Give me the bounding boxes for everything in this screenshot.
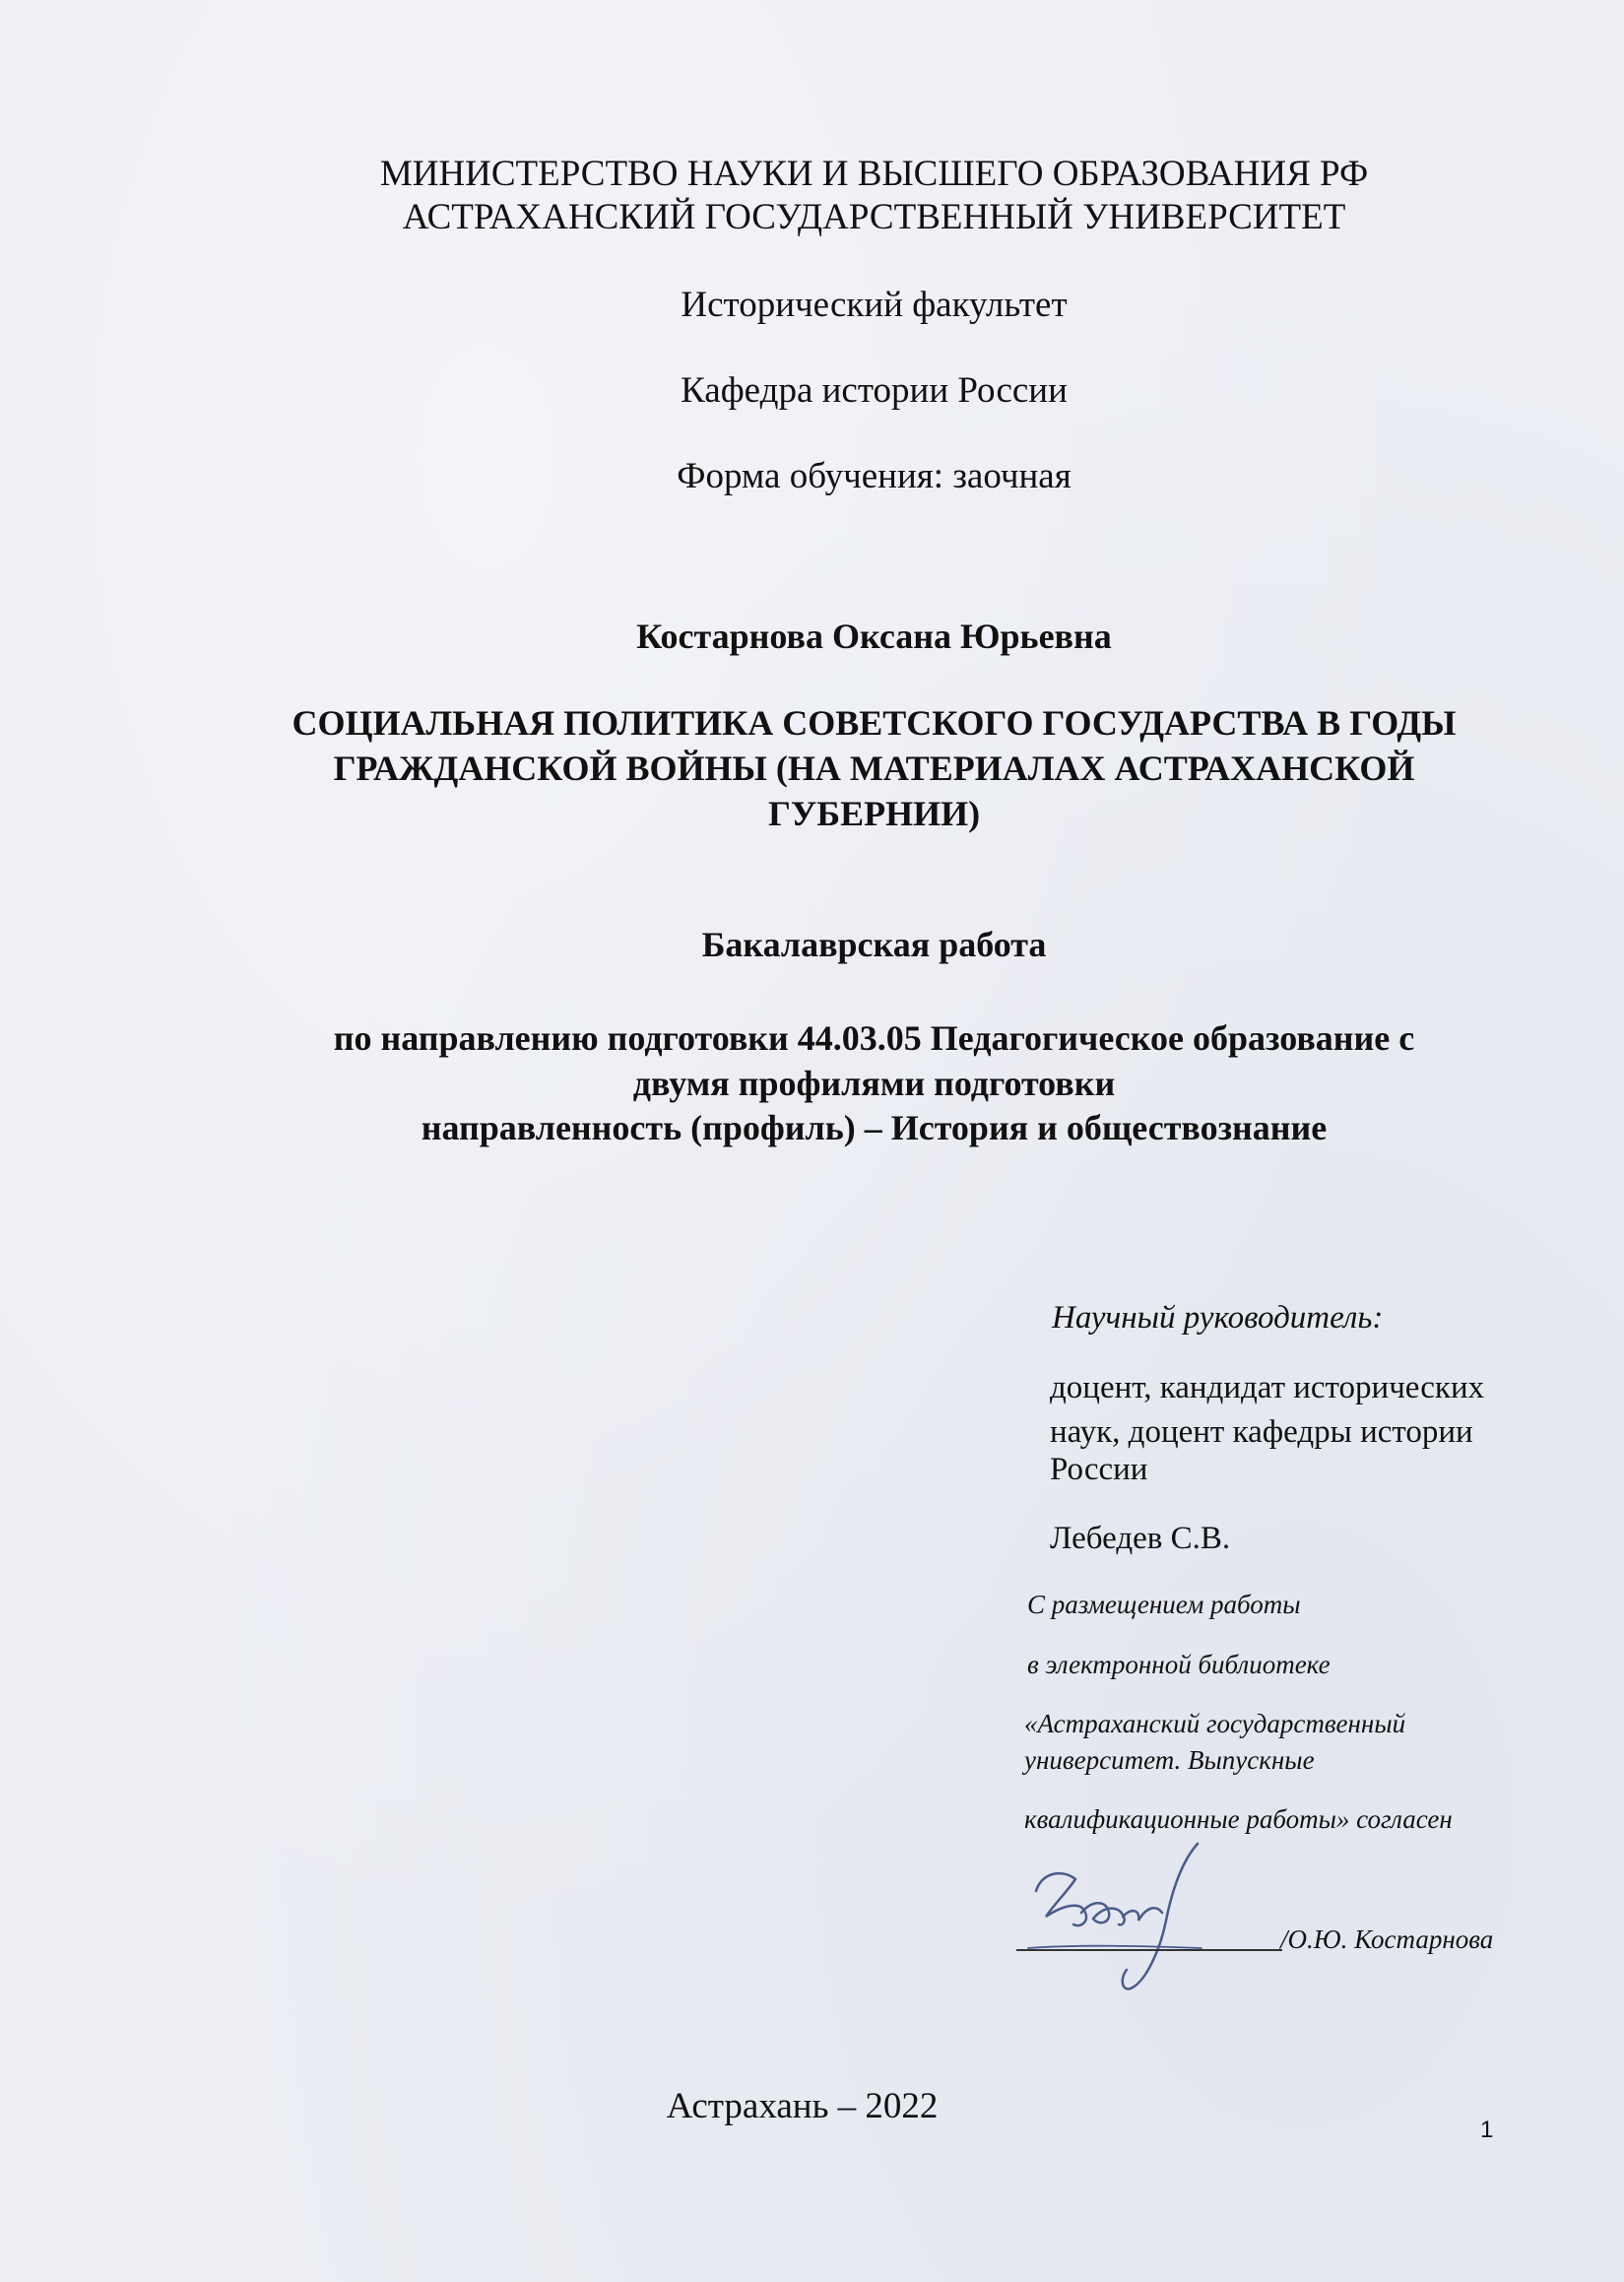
consent-line: квалификационные работы» согласен xyxy=(1024,1804,1453,1834)
supervisor-label: Научный руководитель: xyxy=(1052,1300,1384,1336)
author-name: Костарнова Оксана Юрьевна xyxy=(636,617,1112,656)
consent-line: «Астраханский государственный xyxy=(1024,1709,1406,1738)
direction-line: направленность (профиль) – История и обществознание xyxy=(421,1108,1328,1147)
direction-line: по направлению подготовки 44.03.05 Педагогическое образование с xyxy=(333,1018,1415,1058)
page-number: 1 xyxy=(1480,2117,1494,2143)
handwritten-signature xyxy=(1024,1822,1221,1999)
department-name: Кафедра истории России xyxy=(681,370,1068,411)
work-type: Бакалаврская работа xyxy=(701,925,1047,964)
direction-line: двумя профилями подготовки xyxy=(632,1064,1116,1103)
signer-name: /О.Ю. Костарнова xyxy=(1280,1924,1494,1954)
thesis-title-line: ГРАЖДАНСКОЙ ВОЙНЫ (НА МАТЕРИАЛАХ АСТРАХАНСКОЙ xyxy=(333,749,1415,788)
supervisor-name: Лебедев С.В. xyxy=(1050,1521,1231,1556)
city-year: Астрахань – 2022 xyxy=(666,2086,939,2126)
consent-line: С размещением работы xyxy=(1027,1590,1301,1619)
supervisor-position-line: России xyxy=(1050,1452,1148,1487)
thesis-title-line: СОЦИАЛЬНАЯ ПОЛИТИКА СОВЕТСКОГО ГОСУДАРСТВА В ГОДЫ xyxy=(292,703,1457,743)
consent-line: университет. Выпускные xyxy=(1024,1745,1315,1775)
supervisor-position-line: доцент, кандидат исторических xyxy=(1050,1370,1485,1405)
faculty-name: Исторический факультет xyxy=(681,285,1068,325)
thesis-title-line: ГУБЕРНИИ) xyxy=(767,794,981,833)
signature-underline xyxy=(1016,1949,1282,1951)
supervisor-position-line: наук, доцент кафедры истории xyxy=(1050,1414,1473,1450)
university-name: АСТРАХАНСКИЙ ГОСУДАРСТВЕННЫЙ УНИВЕРСИТЕТ xyxy=(402,197,1346,237)
study-form: Форма обучения: заочная xyxy=(677,456,1072,496)
ministry-name: МИНИСТЕРСТВО НАУКИ И ВЫСШЕГО ОБРАЗОВАНИЯ РФ xyxy=(379,154,1369,194)
consent-line: в электронной библиотеке xyxy=(1027,1650,1331,1679)
